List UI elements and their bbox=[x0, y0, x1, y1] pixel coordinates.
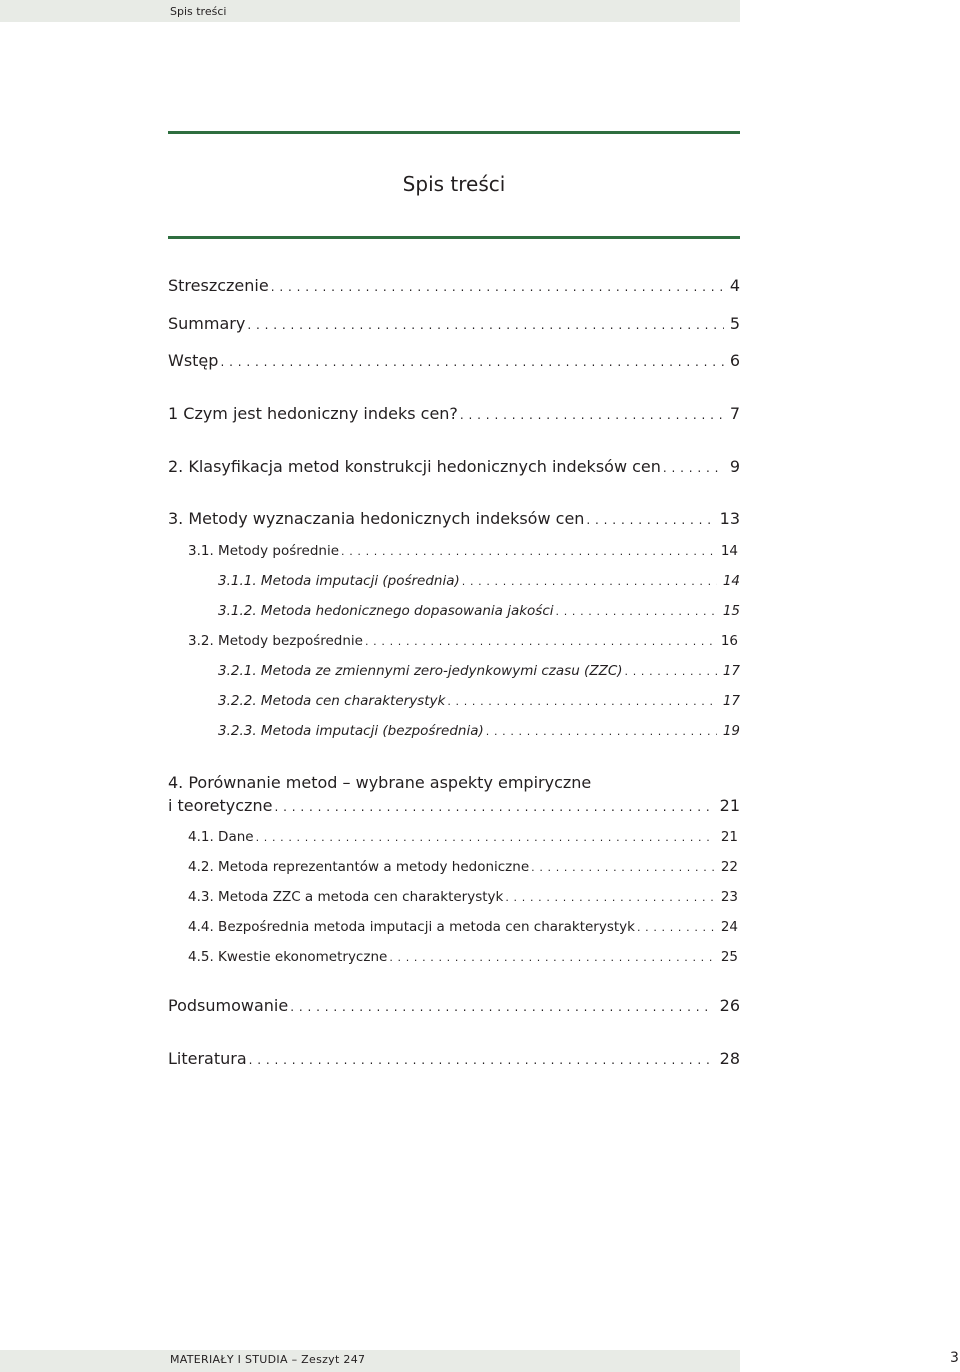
toc-entry-page: 26 bbox=[719, 996, 740, 1015]
title-rule-bottom bbox=[168, 236, 740, 239]
toc-entry-page: 16 bbox=[720, 633, 738, 649]
toc-entry-label: 3.2. Metody bezpośrednie bbox=[188, 633, 363, 649]
footer-series: MATERIAŁY I STUDIA – Zeszyt 247 bbox=[170, 1353, 366, 1366]
title-rule-top bbox=[168, 131, 740, 134]
toc-leader bbox=[460, 404, 724, 426]
toc-leader bbox=[637, 918, 715, 938]
toc-entry-section-3-1-1[interactable] bbox=[218, 571, 740, 592]
toc-leader bbox=[505, 888, 714, 908]
toc-entry-page: 7 bbox=[729, 404, 740, 423]
toc-entry-label: 4.4. Bezpośrednia metoda imputacji a metoda cen charakterystyk bbox=[188, 919, 635, 935]
toc-leader bbox=[365, 632, 715, 652]
toc-entry-section-4-5[interactable] bbox=[188, 947, 738, 968]
toc-entry-label: Literatura bbox=[168, 1049, 247, 1068]
toc-entry-section-3-1[interactable] bbox=[188, 541, 738, 562]
toc-entry-label: 4.5. Kwestie ekonometryczne bbox=[188, 949, 388, 965]
toc-entry-section-3-2-2[interactable] bbox=[218, 691, 740, 712]
toc-entry-summary[interactable] bbox=[168, 313, 740, 336]
toc-entry-label: Wstęp bbox=[168, 351, 219, 370]
toc-entry-page: 23 bbox=[720, 889, 738, 905]
page-number: 3 bbox=[950, 1350, 959, 1366]
toc-entry-page: 14 bbox=[722, 573, 740, 589]
toc-entry-page: 25 bbox=[720, 949, 738, 965]
toc-entry-page: 24 bbox=[720, 919, 738, 935]
toc-leader bbox=[274, 796, 713, 818]
toc-leader bbox=[341, 542, 715, 562]
toc-entry-page: 17 bbox=[722, 693, 740, 709]
toc-entry-page: 14 bbox=[720, 543, 738, 559]
toc-entry-label: 3.2.2. Metoda cen charakterystyk bbox=[218, 693, 446, 709]
toc-entry-page: 9 bbox=[729, 457, 740, 476]
toc-leader bbox=[486, 722, 717, 742]
toc-entry-literatura[interactable] bbox=[168, 1048, 740, 1071]
toc-entry-chapter-3[interactable] bbox=[168, 508, 740, 531]
toc-leader bbox=[256, 828, 715, 848]
toc-leader bbox=[586, 509, 713, 531]
toc-leader bbox=[249, 1049, 714, 1071]
toc-entry-label: i teoretyczne bbox=[168, 796, 273, 815]
toc-entry-label: 2. Klasyfikacja metod konstrukcji hedonicznych indeksów cen bbox=[168, 457, 661, 476]
toc-entry-label: 3.2.1. Metoda ze zmiennymi zero-jedynkowymi czasu (ZZC) bbox=[218, 663, 623, 679]
toc-entry-section-3-2-3[interactable] bbox=[218, 721, 740, 742]
header-band bbox=[0, 0, 740, 22]
toc-entry-page: 13 bbox=[719, 509, 740, 528]
page-title: Spis treści bbox=[402, 172, 506, 196]
toc-entry-wstep[interactable] bbox=[168, 350, 740, 373]
toc-entry-label: 3.1. Metody pośrednie bbox=[188, 543, 340, 559]
toc-entry-label: 3.2.3. Metoda imputacji (bezpośrednia) bbox=[218, 723, 484, 739]
toc-entry-section-3-2-1[interactable] bbox=[218, 661, 740, 682]
toc-entry-section-3-2[interactable] bbox=[188, 631, 738, 652]
toc-entry-label: Podsumowanie bbox=[168, 996, 289, 1015]
toc-entry-page: 21 bbox=[719, 796, 740, 815]
toc-leader bbox=[663, 457, 724, 479]
toc-entry-label: 1 Czym jest hedoniczny indeks cen? bbox=[168, 404, 458, 423]
toc-entry-section-4-4[interactable] bbox=[188, 917, 738, 938]
toc-entry-chapter-1[interactable] bbox=[168, 403, 740, 426]
toc-entry-page: 19 bbox=[722, 723, 740, 739]
toc-leader bbox=[290, 996, 713, 1018]
toc-leader bbox=[389, 948, 715, 968]
toc-leader bbox=[462, 572, 717, 592]
toc-entry-section-4-1[interactable] bbox=[188, 827, 738, 848]
toc-entry-label: 3.1.2. Metoda hedonicznego dopasowania jakości bbox=[218, 603, 554, 619]
toc-entry-section-4-3[interactable] bbox=[188, 887, 738, 908]
toc-entry-podsumowanie[interactable] bbox=[168, 995, 740, 1018]
toc-entry-page: 4 bbox=[729, 276, 740, 295]
toc-entry-streszczenie[interactable] bbox=[168, 275, 740, 298]
toc-leader bbox=[531, 858, 715, 878]
toc-leader bbox=[625, 662, 717, 682]
toc-leader bbox=[247, 314, 723, 336]
toc-entry-page: 22 bbox=[720, 859, 738, 875]
toc-leader bbox=[556, 602, 717, 622]
toc-entry-label: 3.1.1. Metoda imputacji (pośrednia) bbox=[218, 573, 460, 589]
toc-leader bbox=[447, 692, 717, 712]
toc-entry-page: 17 bbox=[722, 663, 740, 679]
toc-entry-label: 3. Metody wyznaczania hedonicznych indeksów cen bbox=[168, 509, 585, 528]
toc-entry-page: 21 bbox=[720, 829, 738, 845]
toc-leader bbox=[271, 276, 724, 298]
toc-entry-label: 4.1. Dane bbox=[188, 829, 254, 845]
toc-entry-page: 5 bbox=[729, 314, 740, 333]
toc-entry-page: 28 bbox=[719, 1049, 740, 1068]
toc-leader bbox=[220, 351, 723, 373]
toc-entry-page: 15 bbox=[722, 603, 740, 619]
toc-entry-label: Streszczenie bbox=[168, 276, 269, 295]
toc-entry-label: 4.2. Metoda reprezentantów a metody hedoniczne bbox=[188, 859, 530, 875]
toc-entry-section-4-2[interactable] bbox=[188, 857, 738, 878]
running-title: Spis treści bbox=[170, 5, 227, 18]
toc-entry-chapter-4[interactable] bbox=[168, 795, 740, 818]
toc-entry-label: 4.3. Metoda ZZC a metoda cen charakterystyk bbox=[188, 889, 504, 905]
toc-entry-label: Summary bbox=[168, 314, 246, 333]
toc-entry-chapter-4-line1[interactable]: 4. Porównanie metod – wybrane aspekty empiryczne bbox=[168, 773, 592, 792]
toc-entry-page: 6 bbox=[729, 351, 740, 370]
footer-band bbox=[0, 1350, 740, 1372]
toc-entry-section-3-1-2[interactable] bbox=[218, 601, 740, 622]
toc-entry-chapter-2[interactable] bbox=[168, 456, 740, 479]
